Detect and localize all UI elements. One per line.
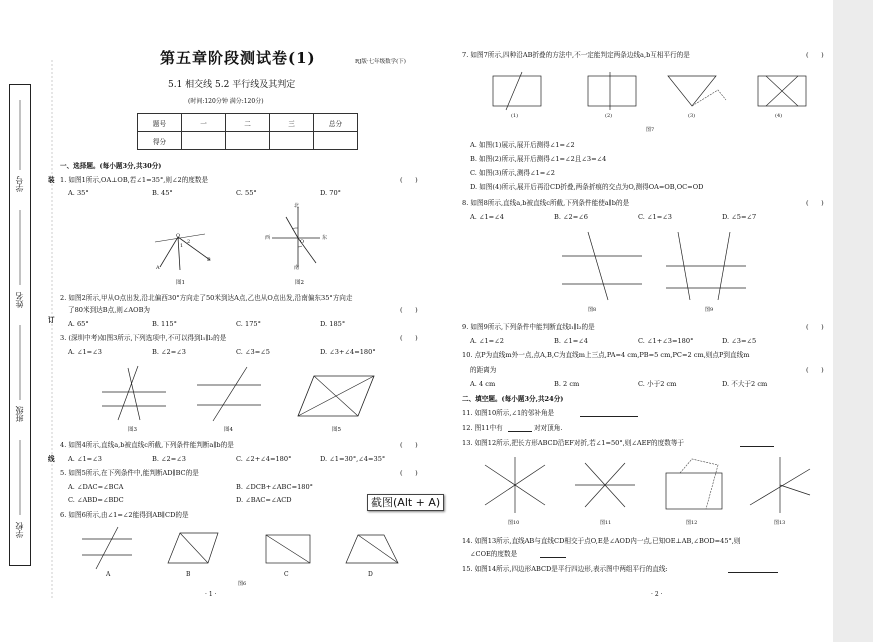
q14-stem-2: ∠COE的度数是 [470,550,518,558]
q8-option-a: A. ∠1=∠4 [470,213,504,221]
q2-answer-paren: ( ) [400,306,418,314]
fig2-east: 东 [322,235,328,241]
score-table [137,113,358,150]
figure-4 [195,365,265,425]
q7-option-d: D. 如图(4)所示,展开后再沿CD折叠,两条折痕的交点为O,测得OA=OB,OC=OD [470,183,704,191]
q9-option-c: C. ∠1+∠3=180° [638,337,694,345]
q2-stem-1: 2. 如图2所示,甲从O点出发,沿北偏西30°方向走了50米到达A点,乙也从O点出发,沿南偏东35°方向走 [60,294,353,302]
score-header-cell: 二 [226,114,270,132]
page-number-left: · 1 · [205,591,217,598]
time-note: (时间:120分钟 满分:120分) [188,98,264,105]
score-header-cell: 题号 [138,114,182,132]
q2-option-c: C. 175° [236,320,261,328]
section-2-heading: 二、填空题。(每小题3分,共24分) [462,395,564,403]
fig1-label-2: 2 [187,239,191,245]
q5-option-b: B. ∠DCB+∠ABC=180° [236,483,313,491]
q3-option-c: C. ∠3=∠5 [236,348,270,356]
q10-option-c: C. 小于2 cm [638,380,677,388]
q3-option-a: A. ∠1=∠3 [68,348,102,356]
fig7-sub-1: (1) [511,113,519,119]
cut-char-2: 订 [48,316,55,324]
fig11-caption: 图11 [600,520,612,526]
q6-label-b: B [186,571,191,578]
q12-blank[interactable] [508,431,532,432]
fig1-label-a: A [156,265,160,271]
figure-9 [664,228,749,303]
score-cell [270,132,314,150]
q15-stem: 15. 如图14所示,四边形ABCD是平行四边形,表示图中两组平行的直线: [462,565,668,573]
q1-option-d: D. 70° [320,189,341,197]
q6-label-d: D [368,571,373,578]
class-label: 班级 [15,406,24,422]
score-cell [314,132,358,150]
q5-option-c: C. ∠ABD=∠BDC [68,496,124,504]
q10-answer-paren: ( ) [806,366,824,374]
fig3-caption: 图3 [128,427,137,433]
q11-blank[interactable] [580,416,638,417]
student-id-label: 学号 [15,176,24,192]
q9-option-a: A. ∠1=∠2 [470,337,504,345]
fig6-caption: 图6 [238,581,247,587]
name-label: 姓名 [15,292,24,308]
q1-stem: 1. 如图1所示,OA⊥OB,若∠1=35°,则∠2的度数是 [60,176,209,184]
figure-6 [80,525,410,573]
q8-option-b: B. ∠2=∠6 [554,213,589,221]
figure-1 [150,222,220,282]
q12-tail: 对对顶角. [534,424,563,432]
q2-option-a: A. 65° [68,320,89,328]
figure-5 [296,372,378,422]
q8-stem: 8. 如图8所示,直线a,b被直线c所截,下列条件能使a∥b的是 [462,199,630,207]
fig10-caption: 图10 [508,520,520,526]
q14-blank[interactable] [540,557,566,558]
q2-option-d: D. 185° [320,320,346,328]
q5-answer-paren: ( ) [400,469,418,477]
cut-char-1: 装 [48,176,55,184]
q8-answer-paren: ( ) [806,199,824,207]
fig2-south: 南 [294,265,300,271]
q2-stem-2: 了80米到达B点,则∠AOB为 [68,306,151,314]
q1-option-b: B. 45° [152,189,173,197]
section-1-heading: 一、选择题。(每小题3分,共30分) [60,162,162,170]
q13-stem: 13. 如图12所示,把长方形ABCD沿EF对折,若∠1=50°,则∠AEF的度数等于 [462,439,685,447]
q9-stem: 9. 如图9所示,下列条件中能判断直线l₁∥l₂的是 [462,323,595,331]
viewer-background [833,0,873,642]
figures-10-13 [480,455,820,517]
q15-blank[interactable] [728,572,778,573]
fig7-sub-2: (2) [605,113,613,119]
q12-stem: 12. 图11中有 [462,424,503,432]
q10-option-a: A. 4 cm [470,380,496,388]
fig4-caption: 图4 [224,427,233,433]
fig12-caption: 图12 [686,520,698,526]
figure-3 [100,362,170,424]
page-title: 第五章阶段测试卷(1) [160,49,316,67]
q6-label-c: C [284,571,289,578]
q3-option-b: B. ∠2=∠3 [152,348,187,356]
q5-option-a: A. ∠DAC=∠BCA [68,483,124,491]
fig2-caption: 图2 [295,280,304,286]
fig1-caption: 图1 [176,280,185,286]
fig1-label-b: B [207,257,211,263]
q3-option-d: D. ∠3+∠4=180° [320,348,376,356]
q7-option-c: C. 如图(3)所示,测得∠1=∠2 [470,169,555,177]
fig1-label-o: O [176,233,181,239]
q10-stem-2: 的距离为 [470,366,497,374]
q6-label-a: A [106,571,111,578]
section-subtitle: 5.1 相交线 5.2 平行线及其判定 [168,80,296,90]
q7-answer-paren: ( ) [806,51,824,59]
score-header-cell: 三 [270,114,314,132]
school-label: 学校 [15,522,24,538]
score-cell [182,132,226,150]
q1-answer-paren: ( ) [400,176,418,184]
q5-option-d: D. ∠BAC=∠ACD [236,496,292,504]
figure-8 [560,228,645,303]
score-header-cell: 一 [182,114,226,132]
cut-char-3: 线 [48,455,55,463]
figure-7 [488,70,818,120]
q4-stem: 4. 如图4所示,直线a,b被直线c所截,下列条件能判断a∥b的是 [60,441,234,449]
fig8-caption: 图8 [588,307,597,313]
score-cell [226,132,270,150]
q1-option-c: C. 55° [236,189,257,197]
screenshot-tooltip: 截图(Alt + A) [367,494,444,511]
q5-stem: 5. 如图5所示,在下列条件中,能判断AD∥BC的是 [60,469,199,477]
q14-stem-1: 14. 如图13所示,直线AB与直线CD相交于点O,E是∠AOD内一点,已知OE⊥AB,∠BOD=45°,则 [462,537,741,545]
score-header-cell: 总分 [314,114,358,132]
fig1-label-1: 1 [180,243,184,249]
q7-option-b: B. 如图(2)所示,展开后测得∠1=∠2且∠3=∠4 [470,155,607,163]
fig2-west: 西 [265,235,271,241]
q10-stem-1: 10. 点P为直线m外一点,点A,B,C为直线m上三点,PA=4 cm,PB=5 cm,PC=2 cm,则点P到直线m [462,351,750,359]
fig7-caption: 图7 [646,127,655,133]
q8-option-c: C. ∠1=∠3 [638,213,672,221]
page-number-right: · 2 · [651,591,663,598]
q4-option-c: C. ∠2+∠4=180° [236,455,292,463]
fig2-origin: O [300,239,305,245]
q6-stem: 6. 如图6所示,由∠1=∠2能得到AB∥CD的是 [60,511,189,519]
fig7-sub-3: (3) [688,113,696,119]
score-row-label: 得分 [138,132,182,150]
q7-stem: 7. 如图7所示,四种沿AB折叠的方法中,不一定能判定两条边线a,b互相平行的是 [462,51,690,59]
q4-answer-paren: ( ) [400,441,418,449]
q10-option-d: D. 不大于2 cm [722,380,768,388]
q8-option-d: D. ∠5=∠7 [722,213,757,221]
fig13-caption: 图13 [774,520,786,526]
edition-label: RJ版·七年级数学(下) [355,59,406,65]
fig9-caption: 图9 [705,307,714,313]
fig5-caption: 图5 [332,427,341,433]
q9-option-b: B. ∠1=∠4 [554,337,589,345]
q2-option-b: B. 115° [152,320,177,328]
q4-option-b: B. ∠2=∠3 [152,455,187,463]
q1-option-a: A. 35° [68,189,89,197]
q4-option-a: A. ∠1=∠3 [68,455,102,463]
q3-answer-paren: ( ) [400,334,418,342]
q9-answer-paren: ( ) [806,323,824,331]
q10-option-b: B. 2 cm [554,380,580,388]
q7-option-a: A. 如图(1)展示,展开后测得∠1=∠2 [470,141,575,149]
fig7-sub-4: (4) [775,113,783,119]
q3-stem: 3. (深圳中考)如图3所示,下列选项中,不可以得到l₁∥l₂的是 [60,334,227,342]
q4-option-d: D. ∠1=30°,∠4=35° [320,455,386,463]
fig2-north: 北 [294,203,300,209]
q13-blank[interactable] [740,446,774,447]
q11-stem: 11. 如图10所示,∠1的邻补角是 [462,409,555,417]
q9-option-d: D. ∠3=∠5 [722,337,757,345]
